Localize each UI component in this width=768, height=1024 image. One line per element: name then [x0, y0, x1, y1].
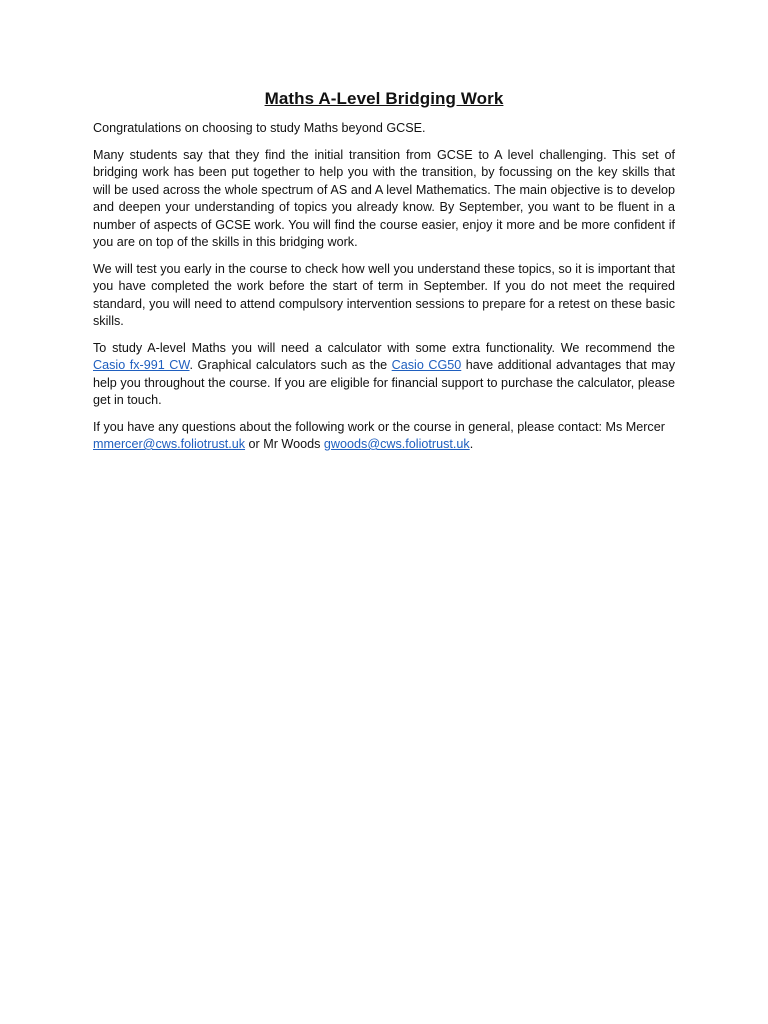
- transition-paragraph: Many students say that they find the initial transition from GCSE to A level challenging. This set of bridging work has been put together to help you with the transition, by focussing on the key skills that will be used across the whole spectrum of AS and A level Mathematics. The main objective is to develop and deepen your understanding of topics you already know. By September, you want to be fluent in a number of aspects of GCSE work. You will find the course easier, enjoy it more and be more confident if you are on top of the skills in this bridging work.: [93, 147, 675, 249]
- calculator-text-3: have additional advantages that may help you throughout the course. If you are eligible for financial support to purchase the calculator, please get in touch.: [93, 358, 676, 407]
- calculator-paragraph: [93, 340, 675, 410]
- calculator-text-1: To study A-level Maths you will need a calculator with some extra functionality. We recommend the: [93, 340, 675, 355]
- woods-email-link[interactable]: gwoods@cws.foliotrust.uk: [323, 437, 470, 451]
- intro-paragraph: Congratulations on choosing to study Maths beyond GCSE.: [93, 121, 426, 135]
- casio-fx991cw-link[interactable]: Casio fx-991 CW: [93, 358, 190, 372]
- document-body: [93, 88, 675, 463]
- casio-cg50-link[interactable]: Casio CG50: [391, 358, 462, 372]
- test-paragraph: We will test you early in the course to check how well you understand these topics, so it is important that you have completed the work before the start of term in September. If you do not meet the required standard, you will need to attend compulsory intervention sessions to prepare for a retest on these basic skills.: [93, 261, 675, 328]
- contact-paragraph: [93, 419, 675, 454]
- contact-text-3: .: [469, 437, 474, 451]
- contact-text-1: If you have any questions about the following work or the course in general, please contact: Ms Mercer: [93, 419, 665, 434]
- calculator-text-2: . Graphical calculators such as the: [189, 358, 392, 372]
- mercer-email-link[interactable]: mmercer@cws.foliotrust.uk: [93, 437, 246, 451]
- page-title: Maths A-Level Bridging Work: [264, 89, 504, 108]
- contact-text-2: or Mr Woods: [245, 437, 324, 451]
